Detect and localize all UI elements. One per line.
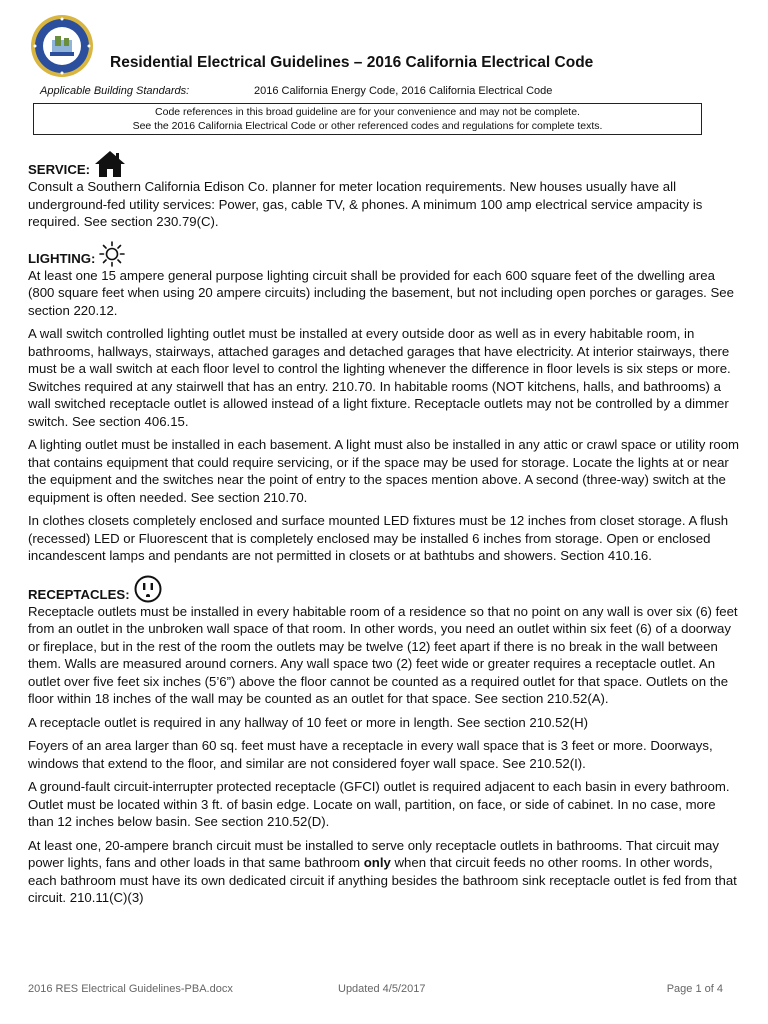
receptacles-paragraph: Receptacle outlets must be installed in every habitable room of a residence so that no point on any wall is over six (6) feet from an outlet in the unbroken wall space of that room. In other words, you need an outlet within six feet (6) of a doorway or fireplace, but in the rest of the room the outlets may be twelve (12) feet apart if there is no break in the wall between them. Walls are measured around corners. Any wall space two (2) feet wide or greater requires a receptacle outlet. An outlet over five feet six inches (5’6”) above the floor cannot be counted as a required outlet for that space. Outlets on the floor within 18 inches of the wall may be counted as an outlet for that space. See section 210.52(A).	[28, 603, 738, 706]
lighting-paragraph: At least one 15 ampere general purpose lighting circuit shall be provided for each 600 square feet of the dwelling area (800 square feet when using 20 ampere circuits) including the basement, but not including open porches or garages. See section 220.12.	[28, 267, 734, 318]
outlet-icon	[134, 575, 162, 603]
house-icon	[94, 150, 126, 178]
sun-icon	[99, 241, 125, 267]
notice-line-1: Code references in this broad guideline are for your convenience and may not be complete.	[155, 106, 580, 118]
lighting-heading	[28, 241, 740, 267]
service-paragraph: Consult a Southern California Edison Co. planner for meter location requirements. New houses usually have all underground-fed utility services: Power, gas, cable TV, & phones. A minimum 100 amp electrical service ampacity is required. See section 230.79(C).	[28, 179, 703, 229]
receptacles-heading	[28, 575, 740, 603]
bathroom-circuit-text-after: when that circuit feeds no other rooms. In other words, each bathroom must have its own dedicated circuit if anything besides the bathroom sink receptacle outlet is fed from that circuit. 210.11(C)(3)	[28, 855, 737, 905]
bathroom-circuit-text-before: At least one, 20-ampere branch circuit must be installed to serve only receptacle outlets in bathrooms. That circuit may power lights, fans and other loads in that same bathroom	[28, 837, 719, 870]
footer-page-number: Page 1 of 4	[666, 983, 723, 995]
city-seal-logo	[30, 14, 94, 78]
standards-value: 2016 California Energy Code, 2016 California Electrical Code	[254, 85, 553, 97]
receptacles-paragraph: A ground-fault circuit-interrupter protected receptacle (GFCI) outlet is required adjacent to each basin in every bathroom. Outlet must be located within 3 ft. of basin edge. Locate on wall, partition, on face, or side of cabinet. In no case, more than 12 inches below basin. See section 210.52(D).	[28, 779, 730, 829]
lighting-paragraph: In clothes closets completely enclosed and surface mounted LED fixtures must be 12 inches from closet storage. A flush (recessed) LED or Fluorescent that is completely enclosed may be installed 6 inches from storage. Open or enclosed incandescent lamps and pendants are not permitted in closets or at bathtubs and showers. Section 410.16.	[28, 513, 729, 563]
service-heading	[28, 150, 740, 178]
footer-updated-date: Updated 4/5/2017	[338, 983, 426, 995]
footer-filename: 2016 RES Electrical Guidelines-PBA.docx	[28, 983, 233, 995]
lighting-heading-text: LIGHTING:	[28, 250, 96, 266]
applicable-standards	[40, 85, 553, 97]
notice-line-2: See the 2016 California Electrical Code or other referenced codes and regulations for complete texts.	[132, 119, 603, 132]
document-body	[28, 150, 740, 913]
receptacles-heading-text: RECEPTACLES:	[28, 586, 130, 602]
receptacles-paragraph	[28, 837, 740, 907]
lighting-paragraph: A wall switch controlled lighting outlet must be installed at every outside door as well as in every habitable room, in bathrooms, hallways, stairways, attached garages and detached garages that have electricity. At interior stairways, there must be a wall switch at each floor level to control the lighting whenever the difference in floor levels is six steps or more. Switches required at any stairwell that has an entry. 210.70. In habitable rooms (NOT kitchens, halls, and bathrooms) a wall switched receptacle outlet is allowed instead of a light fixture. Receptacle outlets may not be controlled by a dimmer switch. See section 406.15.	[28, 326, 731, 429]
standards-label: Applicable Building Standards:	[40, 85, 190, 97]
receptacles-paragraph: Foyers of an area larger than 60 sq. feet must have a receptacle in every wall space that is 3 feet or more. Doorways, windows that extend to the floor, and similar are not considered foyer wall space. See 210.52(I).	[28, 738, 713, 771]
service-heading-text: SERVICE:	[28, 162, 91, 177]
lighting-paragraph: A lighting outlet must be installed in each basement. A light must also be installed in any attic or crawl space or utility room that contains equipment that could require servicing, or if the space may be used for storage. Locate the lights at or near the equipment and the switches near the point of entry to the spaces mention above. A second (three-way) switch at the equipment is often needed. See section 210.70.	[28, 437, 740, 505]
code-notice-box	[33, 103, 702, 135]
receptacles-paragraph: A receptacle outlet is required in any hallway of 10 feet or more in length. See section 210.52(H)	[28, 714, 589, 730]
document-title: Residential Electrical Guidelines – 2016 California Electrical Code	[110, 54, 594, 71]
bathroom-circuit-emphasis: only	[363, 855, 391, 870]
